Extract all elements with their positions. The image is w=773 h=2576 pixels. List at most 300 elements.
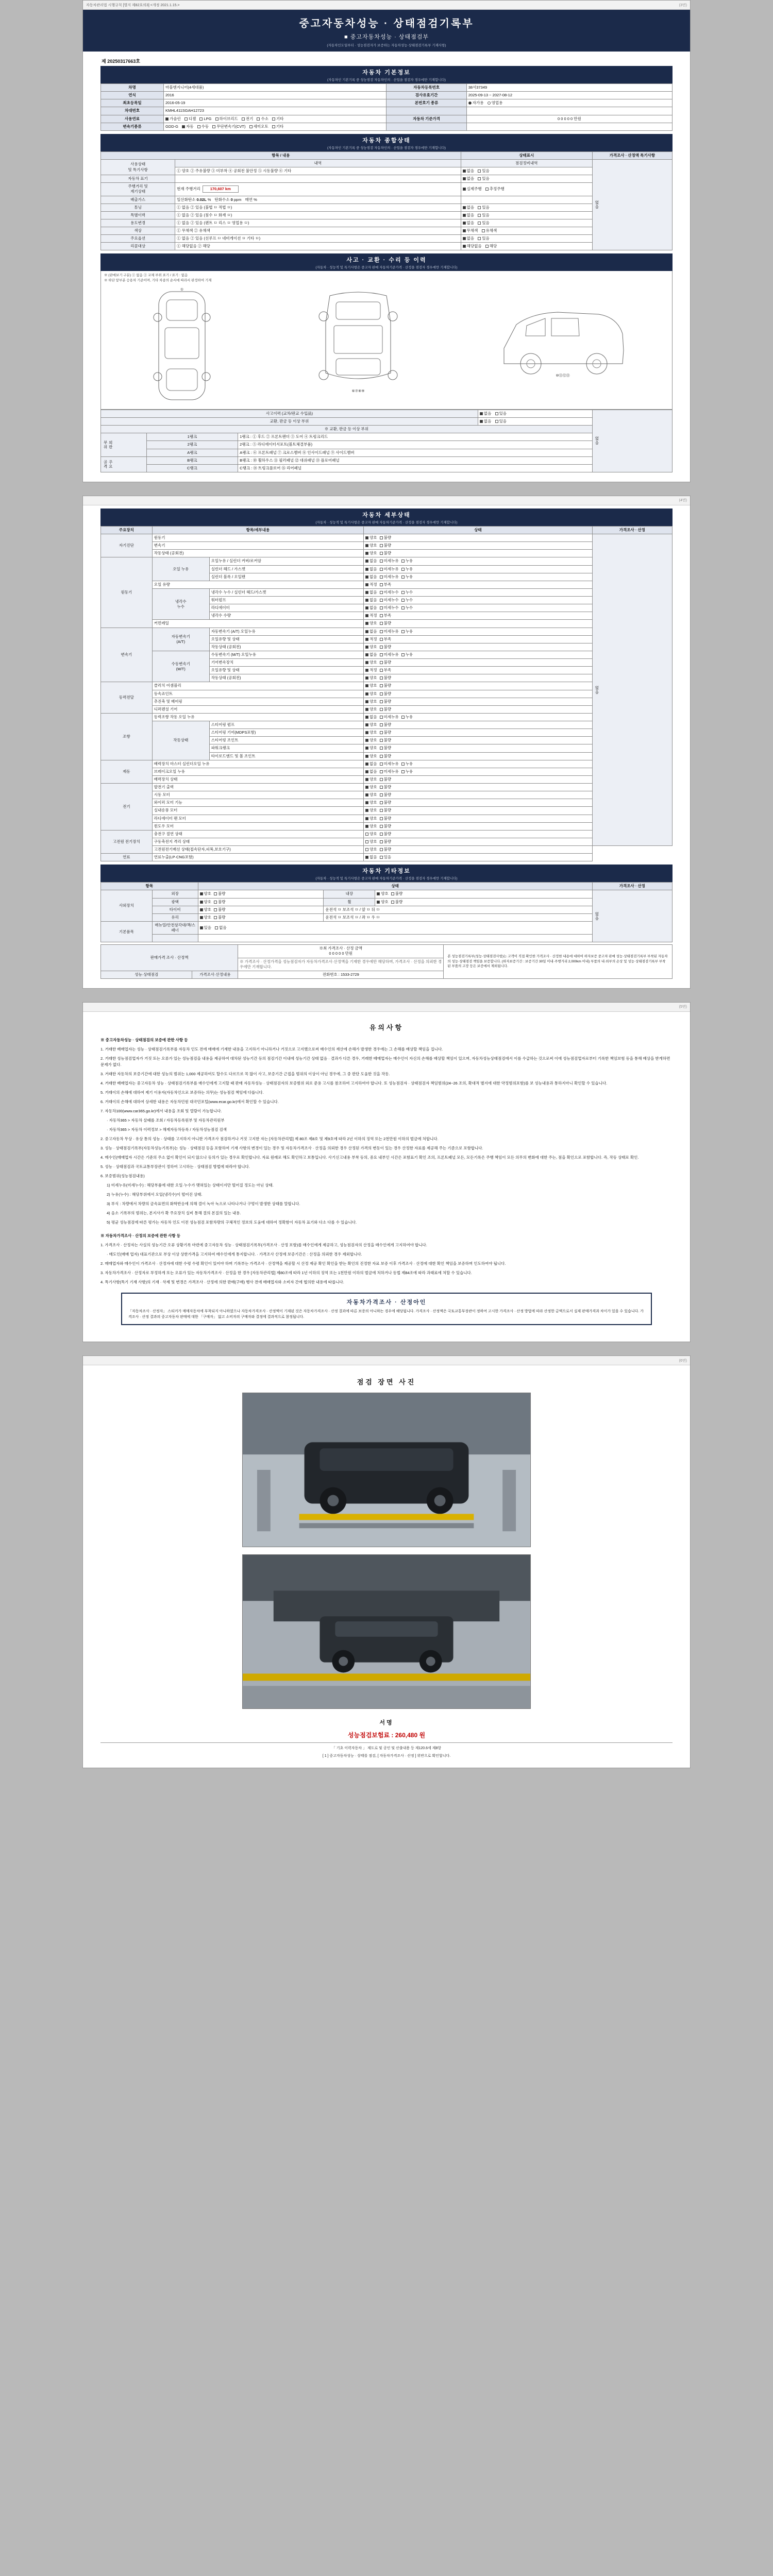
recall-na[interactable]: 해당없음 — [463, 244, 482, 249]
opt-good[interactable]: 양호 — [365, 645, 377, 650]
row-detail-color: ① 무채색 ② 유채색 — [175, 227, 461, 235]
opt-good[interactable]: 양호 — [365, 551, 377, 556]
tire-position: 운전석 ㅁ 보조석 ㅁ / 앞 ㅁ 뒤 ㅁ — [324, 906, 592, 913]
docno-label: 제 — [102, 59, 106, 64]
notice-item-4-1: · 매도인(매매 업자) 대표기관으로 부상 이상 상한가격을 고지하여 매수인에게 통지합니다. · 가격조사 산정에 보증기간은 : 산정을 의뢰한 경우 제외합니다. — [107, 1251, 362, 1257]
page-1 — [82, 0, 691, 482]
notice-item-3-0: 6. 보증범위(성능점검내용) — [100, 1173, 145, 1178]
trans-label-2: 무단변속기(CVT) — [216, 124, 246, 129]
price-warranty-note: 본 성능점검기록부(성능·상태점검사항)는 고객이 직접 확인한 가격조사 · 산정한 내용에 대하여 하자보증 중고차 판매 성능·상태점검기록부 부착된 자동차의 성능·상태점검 책임을 보증합니다. (하자보증기간 : 보증기간 30일 이내·주행거리 2,000km 이내) 부품의 내·외부의 손상 및 성능·상태점검기록부 부착된 부품의 고장 등은 보증에서 제외됩니다. — [447, 954, 668, 969]
opt-leak[interactable]: 누유 — [401, 761, 413, 767]
price-row1-label: 성능·상태점검 — [101, 971, 192, 978]
opt-bad[interactable]: 불량 — [380, 832, 392, 837]
fuel-option-4[interactable] — [242, 116, 254, 122]
table-row — [101, 768, 673, 775]
fuel-label-2: LPG — [204, 116, 212, 121]
plate-type-option-0[interactable]: 자가용 — [468, 100, 484, 106]
opt-ok[interactable]: 적정 — [365, 668, 377, 673]
section-other-sub: (자동차 · 성능적 및 특기사항은 중고자 판매 자동차기준가격 · 산정을 점검자 경우에만 기재합니다) — [315, 877, 458, 881]
group-label-selfdiag: 자기진단 — [101, 534, 153, 557]
opt-none[interactable]: 없음 — [365, 605, 377, 611]
opt-bad[interactable]: 불량 — [380, 808, 392, 813]
opt-bad[interactable]: 불량 — [380, 800, 392, 805]
field-value-carname: 마블엔지니어(4세대품) — [163, 84, 386, 92]
special-yes[interactable]: 있음 — [478, 213, 490, 218]
field-value-plate: 38서37349 — [466, 84, 672, 92]
item-steer-4: 파워크랭크 — [209, 744, 363, 752]
item-extra-blank — [152, 935, 198, 942]
opt-ok[interactable]: 적정 — [365, 582, 377, 587]
opt-none[interactable]: 없음 — [365, 567, 377, 572]
section-detail-sub: (자동차 · 성능적 및 특기사항은 중고자 판매 자동차기준가격 · 산정을 점검자 경우에만 기재합니다) — [315, 520, 458, 524]
price-fee-note: ※ 가격조사 · 산정가격을 성능점검자가 자동차가격조사·산정액을 기재한 경우에만 해당하며, 가격조사 · 산정을 의뢰한 경우에만 기재합니다. — [238, 958, 444, 971]
table-row — [101, 167, 673, 175]
opt-bad[interactable]: 불량 — [380, 621, 392, 626]
photo-2-graphic — [243, 1555, 530, 1708]
inspection-photo-2 — [242, 1554, 531, 1709]
table-row — [101, 690, 673, 698]
opt-bad[interactable]: 불량 — [380, 660, 392, 665]
opt-leak[interactable]: 누유 — [401, 558, 413, 564]
opt-good[interactable]: 양호 — [365, 691, 377, 697]
table-row — [101, 123, 673, 130]
opt-low[interactable]: 부족 — [380, 668, 392, 673]
state-steer-0 — [364, 713, 593, 721]
opt-yes[interactable]: 있음 — [380, 855, 392, 860]
color-chromatic[interactable]: 유채색 — [482, 228, 497, 233]
opt-bad[interactable]: 불량 — [380, 683, 392, 688]
group-label-electric: 전기 — [101, 784, 153, 831]
opt-micro[interactable]: 미세누유 — [380, 761, 399, 767]
subgroup-steer-parts: 작동상태 — [152, 721, 209, 760]
opt-bad[interactable]: 불량 — [380, 535, 392, 540]
opt-none[interactable]: 없음 — [365, 598, 377, 603]
usage-yes[interactable]: 있음 — [478, 221, 490, 226]
manual-opt-0: 있음 — [204, 925, 212, 930]
row-state-color — [461, 227, 592, 235]
svg-text:⑩⑪⑫⑬: ⑩⑪⑫⑬ — [556, 374, 570, 378]
parts-rank1-value: 1랭크 : ① 후드 ② 프론트팬더 ③ 도어 ④ 트렁크리드 — [238, 433, 593, 441]
item-hv-2: 고전원전기배선 상태(접속단자,피복,보호기구) — [152, 846, 363, 854]
opt-good[interactable]: 양호 — [365, 699, 377, 704]
recall-yes[interactable]: 해당 — [485, 244, 497, 249]
opt-good[interactable]: 양호 — [365, 621, 377, 626]
manual-yes[interactable] — [200, 925, 212, 930]
accident-yes[interactable]: 있음 — [495, 411, 507, 416]
plate-type-option-1[interactable]: 영업용 — [488, 100, 503, 106]
opt-micro[interactable]: 미세누수 — [380, 605, 399, 611]
section-overall-title: 자동차 종합상태 — [362, 137, 411, 144]
subcol-detail-header: 내역 — [175, 159, 461, 167]
item-elec-1: 시동 모터 — [152, 791, 363, 799]
opt-good[interactable]: 양호 — [200, 907, 212, 912]
opt-good[interactable]: 양호 — [365, 824, 377, 829]
notice-item-2-0: 2. 중고자동차 무상 · 유상 통의 성능 · 상태를 고지하지 아니한 가격조사 점검하거나 거짓 고지한 자는 [자동차관리법] 제 80조 제8호 및 제9호에 따라 2년 이하의 징역 또는 2천만원 이하의 벌금에 처합니다. — [100, 1136, 439, 1141]
opt-bad[interactable]: 불량 — [380, 675, 392, 681]
carmark-none[interactable]: 없음 — [463, 176, 475, 181]
opt-good[interactable]: 양호 — [365, 707, 377, 712]
opt-bad[interactable]: 불량 — [380, 543, 392, 548]
opt-bad[interactable]: 불량 — [380, 645, 392, 650]
table-row — [101, 913, 673, 921]
item-hv-1: 구동축전지 격리 상태 — [152, 838, 363, 845]
opt-bad[interactable]: 불량 — [380, 816, 392, 821]
page-4 — [82, 1355, 691, 1768]
state-wheel — [375, 898, 592, 906]
options-none[interactable]: 없음 — [463, 236, 475, 241]
field-value-transmission — [163, 123, 386, 130]
table-row — [101, 433, 673, 441]
table-row — [101, 534, 673, 542]
state-drive-0 — [364, 682, 593, 690]
notice-item-4-3: 3. 자동차가격조사 · 산정자로 부정하게 또는 오류가 있는 자동차가격조사 · 산정을 한 경우 [자동차관리법] 제80조에 따라 1년 이하의 징역 또는 1천만원 이하의 벌금에 처하거나 동법 제84조에 따라 과태료에 처할 수 있습니다. — [100, 1270, 472, 1275]
state-hv-0 — [364, 830, 593, 838]
table-row — [101, 721, 673, 729]
opt-bad[interactable]: 불량 — [214, 891, 226, 896]
opt-bad[interactable]: 불량 — [380, 730, 392, 735]
item-trans-4: 기어변속장치 — [209, 659, 363, 667]
item-steer-5: 타이로드엔드 및 볼 조인트 — [209, 752, 363, 760]
opt-bad[interactable]: 불량 — [391, 891, 403, 896]
opt-leak[interactable]: 누유 — [401, 769, 413, 774]
state-hv-2 — [364, 846, 593, 854]
table-row — [101, 204, 673, 211]
tuning-yes[interactable]: 있음 — [478, 205, 490, 210]
state-engine-6 — [364, 604, 593, 612]
opt-none[interactable]: 없음 — [365, 769, 377, 774]
item-steer-3: 스티어링 조인트 — [209, 737, 363, 744]
opt-good[interactable]: 양호 — [365, 847, 377, 852]
table-row — [101, 890, 673, 898]
opt-good[interactable]: 양호 — [365, 832, 377, 837]
fuel-option-5[interactable] — [257, 116, 268, 122]
tuning-none[interactable]: 없음 — [463, 205, 475, 210]
subgroup-mt: 수동변속기 (M/T) — [152, 651, 209, 682]
row-state-car-mark — [461, 175, 592, 183]
opt-good[interactable]: 양호 — [377, 891, 389, 896]
notice-item-3-2: 2) 누유(누수) : 해당부위에서 오일(냉각수)이 떨어진 상태. — [107, 1192, 203, 1197]
opt-low[interactable]: 부족 — [380, 582, 392, 587]
trans-option-2[interactable] — [212, 124, 245, 129]
inspection-photo-1 — [242, 1393, 531, 1547]
manual-no[interactable] — [215, 925, 227, 930]
opt-leak[interactable]: 누수 — [401, 590, 413, 595]
parts-frame-label: 주요 골격 — [101, 456, 147, 472]
fuel-option-0[interactable] — [165, 116, 181, 122]
basic-info-table — [100, 83, 673, 131]
table-row — [101, 99, 673, 107]
parts-rank1-label: 1랭크 — [146, 433, 238, 441]
table-row — [101, 906, 673, 913]
opt-ok[interactable]: 적정 — [365, 613, 377, 618]
row-state-mileage — [461, 183, 592, 196]
opt-leak[interactable]: 누유 — [401, 715, 413, 720]
trans-option-3[interactable] — [249, 124, 268, 129]
opt-bad[interactable]: 불량 — [380, 754, 392, 759]
table-row — [101, 196, 673, 204]
usage-none[interactable]: 없음 — [463, 221, 475, 226]
fuel-option-3[interactable] — [215, 116, 238, 122]
diagram-legend-1: ※ (판매보기 구분) ① 없음 ② 교체 부위 표기 / 표기 : 없음 — [104, 274, 188, 278]
state-steer-3 — [364, 737, 593, 744]
row-state-main-device — [461, 167, 592, 175]
opt-good[interactable]: 양호 — [365, 816, 377, 821]
car-diagram-group — [104, 283, 669, 406]
state-trans-6 — [364, 674, 593, 682]
field-label-plate: 자동차등록번호 — [386, 84, 466, 92]
opt-good[interactable]: 양호 — [365, 800, 377, 805]
replace-none[interactable]: 없음 — [480, 419, 492, 424]
docno-value: 20250317663호 — [107, 59, 140, 64]
table-row — [101, 550, 673, 557]
opt-low[interactable]: 부족 — [380, 613, 392, 618]
detail-state-body — [101, 534, 673, 861]
opt-leak[interactable]: 누유 — [401, 652, 413, 657]
opt-micro[interactable]: 미세누유 — [380, 567, 399, 572]
opt-bad[interactable]: 불량 — [380, 777, 392, 782]
emission-co-value: 0.02L — [196, 197, 207, 202]
item-steer-0: 동력조향 작동 오일 누유 — [152, 713, 363, 721]
document-number — [102, 58, 673, 64]
opt-bad[interactable]: 불량 — [380, 738, 392, 743]
opt-low[interactable]: 부족 — [380, 637, 392, 642]
item-brake-0: 배력장치 마스터 실린더오일 누유 — [152, 760, 363, 768]
fuel-label-4: 전기 — [245, 116, 254, 121]
opt-leak[interactable]: 누유 — [401, 567, 413, 572]
fuel-option-2[interactable] — [199, 116, 211, 122]
state-polish — [198, 898, 324, 906]
state-tire — [198, 906, 324, 913]
table-header-row — [101, 526, 673, 534]
field-label-blank2 — [386, 123, 466, 130]
opt-good[interactable]: 양호 — [365, 785, 377, 790]
opt-bad[interactable]: 불량 — [380, 707, 392, 712]
opt-good[interactable]: 양호 — [365, 535, 377, 540]
fuel-label-0: 가솔린 — [169, 116, 181, 121]
opt-bad[interactable]: 불량 — [380, 839, 392, 844]
opt-bad[interactable]: 불량 — [380, 722, 392, 727]
state-glass — [198, 913, 324, 921]
row-state-usage-change — [461, 219, 592, 227]
subgroup-oil-leak: 오일 누유 — [152, 557, 209, 581]
signature-title: 서명 — [379, 1720, 394, 1726]
state-elec-5 — [364, 822, 593, 830]
opt-micro[interactable]: 미세누유 — [380, 558, 399, 564]
page-4-number: (6면) — [679, 1359, 687, 1363]
opt-good[interactable]: 양호 — [365, 808, 377, 813]
notice-item-1-1: 2. 거래한 성능점검업자가 거짓 또는 오류가 있는 성능점검을 내용을 제공하여 대차된 성능기간 등의 점검기간 이내에 성능기간 상태 없음 · 결과가 다른 경우, 거래한 배매업자는 매수인이 자신의 손해를 배상할 책임이 있으며, 자동차성능상태점검에서 이를 수급하는 것으로써 이에 성능점검업자로부터 기록한 책임보험 등을 통해 배상을 받게하면 문제가 없다. — [100, 1056, 670, 1067]
mileage-estimate[interactable]: 추정주행 — [485, 187, 505, 192]
opt-ok[interactable]: 적정 — [365, 637, 377, 642]
table-row — [101, 784, 673, 791]
field-label-first-reg: 최초등록일 — [101, 99, 164, 107]
opt-bad[interactable]: 불량 — [380, 691, 392, 697]
opt-good[interactable]: 양호 — [365, 675, 377, 681]
opt-good[interactable]: 양호 — [200, 915, 212, 920]
opt-good[interactable]: 양호 — [365, 543, 377, 548]
opt-good[interactable]: 양호 — [365, 754, 377, 759]
table-row — [101, 775, 673, 783]
color-achromatic[interactable]: 무채색 — [463, 228, 478, 233]
opt-micro[interactable]: 미세누유 — [380, 574, 399, 580]
table-row — [101, 620, 673, 628]
item-engine-6: 라디에이터 — [209, 604, 363, 612]
state-engine-7 — [364, 612, 593, 620]
notice-section — [83, 1012, 690, 1342]
opt-bad[interactable]: 불량 — [380, 699, 392, 704]
state-trans-0 — [364, 628, 593, 635]
group-label-brake: 제동 — [101, 760, 153, 783]
state-drive-3 — [364, 705, 593, 713]
opt-leak[interactable]: 누유 — [401, 629, 413, 634]
opt-leak[interactable]: 누수 — [401, 605, 413, 611]
item-brake-1: 브레이크오일 누유 — [152, 768, 363, 775]
opt-good[interactable]: 양호 — [365, 839, 377, 844]
opt-micro[interactable]: 미세누유 — [380, 769, 399, 774]
opt-good[interactable]: 양호 — [200, 891, 212, 896]
opt-bad[interactable]: 불량 — [214, 900, 226, 905]
item-polish: 광택 — [152, 898, 198, 906]
trans-label-1: 수동 — [201, 124, 209, 129]
document-header — [83, 10, 690, 52]
section-detail-state — [100, 509, 673, 526]
opt-bad[interactable]: 불량 — [380, 551, 392, 556]
state-brake-1 — [364, 768, 593, 775]
state-elec-0 — [364, 784, 593, 791]
opt-micro[interactable]: 미세누유 — [380, 715, 399, 720]
state-option-yes[interactable]: 있음 — [478, 168, 490, 174]
table-header-row — [101, 151, 673, 159]
opt-none[interactable]: 없음 — [365, 715, 377, 720]
page-3-top-strip — [83, 1003, 690, 1012]
fuel-label-6: 기타 — [276, 116, 284, 121]
opt-bad[interactable]: 불량 — [380, 847, 392, 852]
fuel-label-3: 하이브리드 — [219, 116, 238, 121]
state-selfdiag-trans — [364, 542, 593, 550]
parts-section-title: ※ 교환, 판금 등 이상 부위 — [101, 426, 593, 433]
options-yes[interactable]: 있음 — [478, 236, 490, 241]
opt-none[interactable]: 없음 — [365, 855, 377, 860]
group-label-exterior: 사외장치 — [101, 890, 153, 922]
notice-item-4-2: 2. 매매업자와 매수인이 가격조사 · 산정자에 대한 수령 수령 확인이 있어야 하며 기록부는 가격조사 · 산정액을 제공할 시 산정 제공 확인 확인을 받는 확인의 진정한 자료 보증 이후 가격조사 · 산정에 대한 확인 책임을 보증하며 인도하여야 됩니다. — [100, 1261, 506, 1266]
opt-good[interactable]: 양호 — [365, 730, 377, 735]
opt-bad[interactable]: 불량 — [391, 900, 403, 905]
special-none[interactable]: 없음 — [463, 213, 475, 218]
opt-none[interactable]: 없음 — [365, 574, 377, 580]
trans-label-3: 세미오토 — [253, 124, 268, 129]
footer-note-1: 「 기초 이력자동차 」 제도로 및 공인 및 산출내용 등 제120.6세 제8항 — [100, 1742, 673, 1751]
row-state-special-history — [461, 211, 592, 219]
opt-bad[interactable]: 불량 — [214, 907, 226, 912]
accident-none[interactable]: 없음 — [480, 411, 492, 416]
fuel-option-6[interactable] — [272, 116, 284, 122]
emission-hc-value: 0 — [230, 197, 233, 202]
opt-bad[interactable]: 불량 — [214, 915, 226, 920]
item-glass: 유리 — [152, 913, 198, 921]
item-exterior: 외장 — [152, 890, 198, 898]
opt-micro[interactable]: 미세누수 — [380, 590, 399, 595]
row-label-replacement: 교환, 판금 등 이상 부위 — [101, 418, 478, 426]
state-option-none[interactable]: 없음 — [463, 168, 475, 174]
fuel-option-1[interactable] — [184, 116, 196, 122]
opt-none[interactable]: 없음 — [365, 652, 377, 657]
fuel-label-5: 수소 — [261, 116, 268, 121]
notice-item-2-1: 3. 성능 · 상태점검기록부(자동차성능기록부)는 성능 · 상태점검 등을 포함하여 기재 사항의 변경이 있는 경우 및 자동차가격조사 · 산정을 의뢰한 경우 산정된 가격의 변동이 있는 경우 산정한 자료를 제공해 주는 기준으로 포함합니다. — [100, 1145, 483, 1150]
field-label-transmission: 변속기종류 — [101, 123, 164, 130]
frame-b-label: B랭크 — [146, 456, 238, 464]
opt-good[interactable]: 양호 — [365, 722, 377, 727]
col-header-item: 항목 / 내용 — [101, 151, 461, 159]
opt-bad[interactable]: 불량 — [380, 745, 392, 751]
opt-micro[interactable]: 미세누유 — [380, 652, 399, 657]
trans-option-4[interactable] — [272, 124, 284, 129]
row-state-emission — [461, 196, 592, 204]
trans-option-0[interactable] — [182, 124, 194, 129]
mileage-actual[interactable]: 실제주행 — [463, 187, 482, 192]
trans-label-0: 자동 — [186, 124, 194, 129]
opt-good[interactable]: 양호 — [365, 745, 377, 751]
accident-diagram — [100, 271, 673, 410]
state-elec-2 — [364, 799, 593, 807]
table-row — [101, 92, 673, 99]
notice-item-3-1: 1) 미세누유(미세누수) : 해당부품에 대한 오일·누수가 맺혀있는 상태이지만 떨어질 정도는 아닌 상태. — [107, 1182, 274, 1188]
table-row — [101, 557, 673, 565]
opt-good[interactable]: 양호 — [365, 738, 377, 743]
opt-bad[interactable]: 불량 — [380, 824, 392, 829]
opt-none[interactable]: 없음 — [365, 590, 377, 595]
opt-none[interactable]: 없음 — [365, 558, 377, 564]
carmark-yes[interactable]: 있음 — [478, 176, 490, 181]
table-row — [101, 705, 673, 713]
field-value-plate-type — [466, 99, 672, 107]
opt-good[interactable]: 양호 — [200, 900, 212, 905]
opt-bad[interactable]: 불량 — [380, 792, 392, 798]
item-tire: 타이어 — [152, 906, 198, 913]
table-row — [101, 235, 673, 243]
opt-none[interactable]: 없음 — [365, 629, 377, 634]
opt-micro[interactable]: 미세누수 — [380, 598, 399, 603]
item-engine-5: 워터펌프 — [209, 597, 363, 604]
opt-good[interactable]: 양호 — [365, 777, 377, 782]
opt-good[interactable]: 양호 — [365, 683, 377, 688]
opt-bad[interactable]: 불량 — [380, 785, 392, 790]
item-engine-1: 실린더 헤드 / 가스켓 — [209, 565, 363, 573]
mileage-value: 170,607 km — [203, 185, 239, 193]
parts-outer-label: 외판 부위 — [101, 433, 147, 456]
notice-item-2-3: 5. 성능 · 상태점검과 국토교통부장관이 정하여 고시하는 · 상태점검 방법에 따라야 합니다. — [100, 1164, 250, 1169]
opt-leak[interactable]: 누수 — [401, 598, 413, 603]
group-label-engine: 원동기 — [101, 557, 153, 628]
opt-none[interactable]: 없음 — [365, 761, 377, 767]
page-4-top-strip — [83, 1356, 690, 1365]
opt-good[interactable]: 양호 — [365, 660, 377, 665]
row-detail-special-history: ① 없음 ② 있음 (침수 ㅁ 화재 ㅁ) — [175, 211, 461, 219]
replace-yes[interactable]: 있음 — [495, 419, 507, 424]
price-row2-label: 가격조사·산정내용 — [192, 971, 238, 978]
table-row — [101, 935, 673, 942]
opt-good[interactable]: 양호 — [365, 792, 377, 798]
field-label-inspection-period: 검사유효기간 — [386, 92, 466, 99]
row-label-tuning: 튜닝 — [101, 204, 175, 211]
trans-option-1[interactable] — [197, 124, 209, 129]
field-label-year: 연식 — [101, 92, 164, 99]
col-header-other-note: 가격조사 · 산정 — [592, 883, 672, 890]
opt-good[interactable]: 양호 — [377, 900, 389, 905]
opt-leak[interactable]: 누유 — [401, 574, 413, 580]
col-header-detail-state: 상태 — [364, 526, 593, 534]
opt-micro[interactable]: 미세누유 — [380, 629, 399, 634]
item-elec-2: 와이퍼 모터 기능 — [152, 799, 363, 807]
